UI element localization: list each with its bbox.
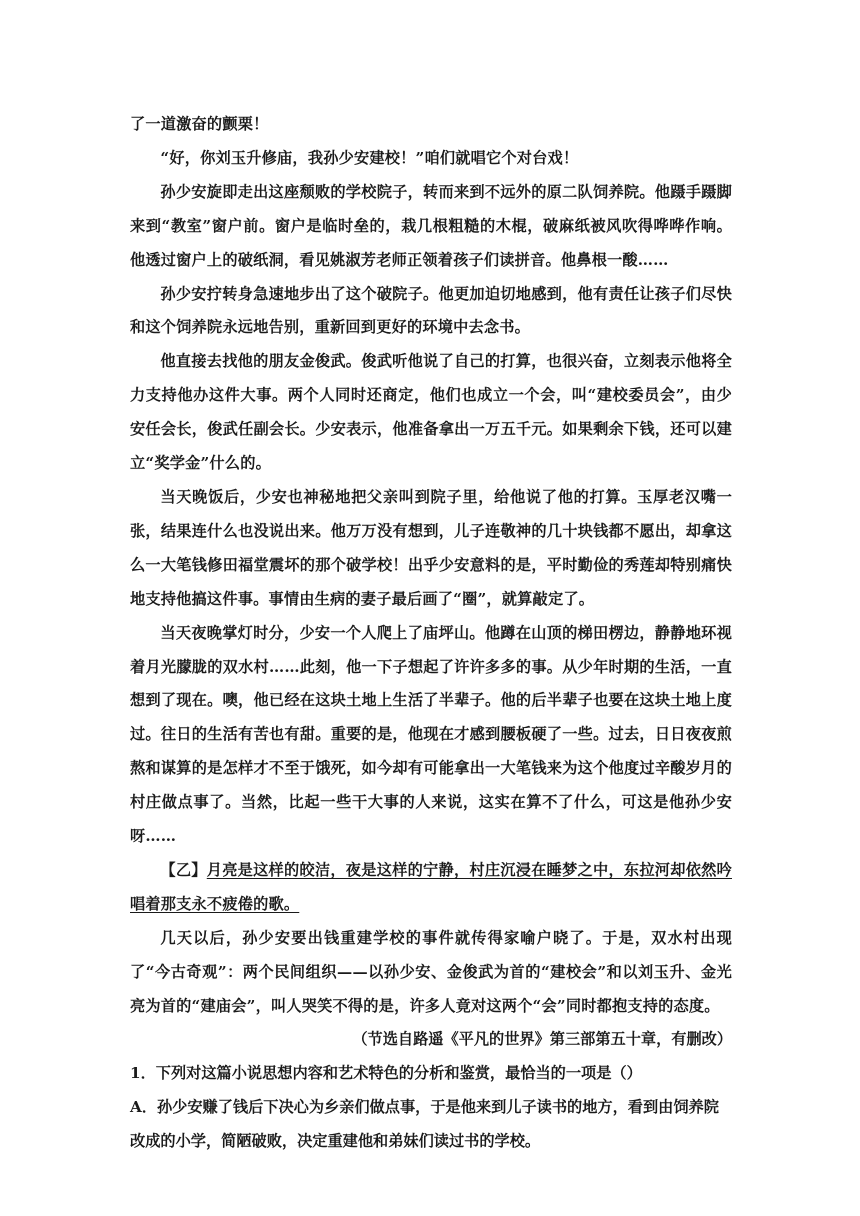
document-page xyxy=(130,108,732,1159)
option-a-text: 孙少安赚了钱后下决心为乡亲们做点事，于是他来到儿子读书的地方，看到由饲养院改成的小学，简陋破败，决定重建他和弟妹们读过书的学校。 xyxy=(130,1098,719,1151)
passage-paragraph-2: 孙少安旋即走出这座颓败的学校院子，转而来到不远外的原二队饲养院。他蹑手蹑脚来到“教室”窗户前。窗户是临时垒的，栽几根粗糙的木棍，破麻纸被风吹得哗哗作响。他透过窗户上的破纸洞，看见姚淑芳老师正领着孩子们读拼音。他鼻根一酸…… xyxy=(130,182,732,269)
paragraph-label-yi: 【乙】 xyxy=(160,860,207,879)
underlined-sentence: 月亮是这样的皎洁，夜是这样的宁静，村庄沉浸在睡梦之中，东拉河却依然吟唱着那支永不疲倦的歌。 xyxy=(130,860,732,913)
question-number: 1． xyxy=(130,1064,156,1083)
passage-paragraph-8: 几天以后，孙少安要出钱重建学校的事件就传得家喻户晓了。于是，双水村出现了“今古奇观”：两个民间组织——以孙少安、金俊武为首的“建校会”和以刘玉升、金光亮为首的“建庙会”，叫人哭笑不得的是，许多人竟对这两个“会”同时都抱支持的态度。 xyxy=(130,928,732,1015)
option-a xyxy=(130,1091,732,1159)
passage-paragraph-4: 他直接去找他的朋友金俊武。俊武听他说了自己的打算，也很兴奋，立刻表示他将全力支持他办这件大事。两个人同时还商定，他们也成立一个会，叫“建校委员会”，由少安任会长，俊武任副会长。少安表示，他准备拿出一万五千元。如果剩余下钱，还可以建立“奖学金”什么的。 xyxy=(130,352,732,473)
question-1 xyxy=(130,1057,732,1091)
passage-paragraph-7 xyxy=(130,854,732,922)
passage-paragraph-1: “好，你刘玉升修庙，我孙少安建校！”咱们就唱它个对台戏！ xyxy=(160,148,579,167)
passage-paragraph-5: 当天晚饭后，少安也神秘地把父亲叫到院子里，给他说了他的打算。玉厚老汉嘴一张，结果连什么也没说出来。他万万没有想到，儿子连敬神的几十块钱都不愿出，却拿这么一大笔钱修田福堂震坏的那个破学校！出乎少安意料的是，平时勤俭的秀莲却特别痛快地支持他搞这件事。事情由生病的妻子最后画了“圈”，就算敲定了。 xyxy=(130,487,732,608)
option-a-label: A． xyxy=(130,1098,157,1117)
passage-paragraph-3: 孙少安拧转身急速地步出了这个破院子。他更加迫切地感到，他有责任让孩子们尽快和这个饲养院永远地告别，重新回到更好的环境中去念书。 xyxy=(130,284,732,337)
question-stem: 下列对这篇小说思想内容和艺术特色的分析和鉴赏，最恰当的一项是（） xyxy=(155,1064,642,1083)
passage-paragraph-6: 当天夜晚掌灯时分，少安一个人爬上了庙坪山。他蹲在山顶的梯田楞边，静静地环视着月光朦胧的双水村……此刻，他一下子想起了许许多多的事。从少年时期的生活，一直想到了现在。噢，他已经在这块土地上生活了半辈子。他的后半辈子也要在这块土地上度过。往日的生活有苦也有甜。重要的是，他现在才感到腰板硬了一些。过去，日日夜夜煎熬和谋算的是怎样才不至于饿死，如今却有可能拿出一大笔钱来为这个他度过辛酸岁月的村庄做点事了。当然，比起一些干大事的人来说，这实在算不了什么，可这是他孙少安呀…… xyxy=(130,623,732,846)
source-citation: （节选自路遥《平凡的世界》第三部第五十章，有删改） xyxy=(352,1030,732,1049)
passage-paragraph-0: 了一道激奋的颤栗！ xyxy=(130,115,269,133)
